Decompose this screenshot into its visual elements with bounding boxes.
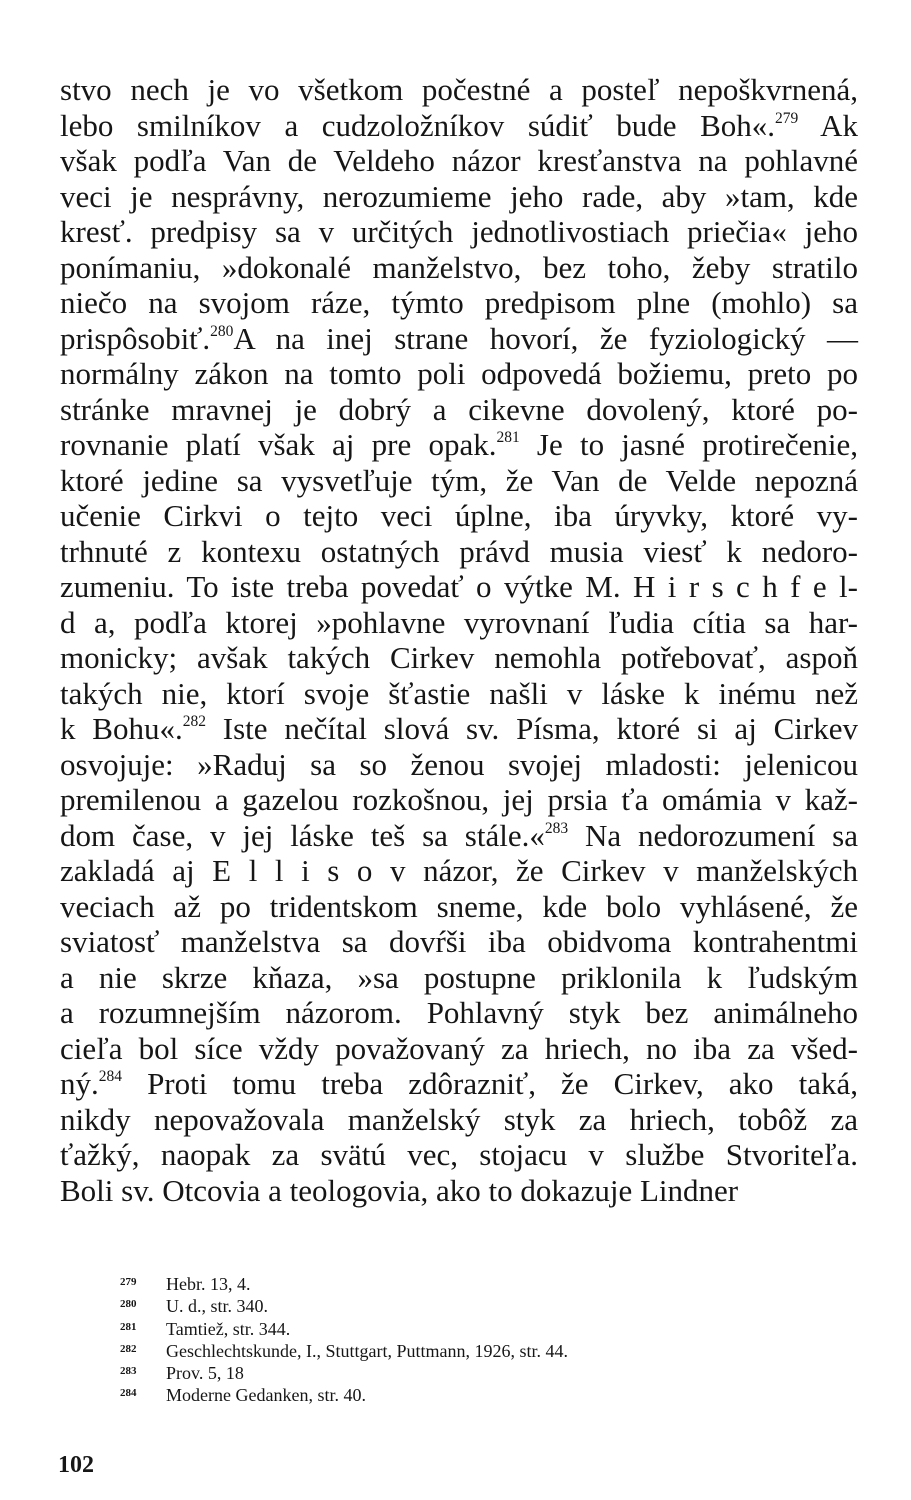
text-run: zakladá aj E l l i s o v názor, že Cirkev v manželských xyxy=(60,853,858,888)
text-line xyxy=(60,1173,858,1209)
text-line xyxy=(60,676,858,712)
text-line xyxy=(60,1102,858,1138)
text-run: sviatosť manželstva sa dovŕši iba obidvoma kontrahentmi xyxy=(60,924,858,959)
text-line xyxy=(60,889,858,925)
text-run: osvojuje: »Raduj sa so ženou svojej mladosti: jelenicou xyxy=(60,746,858,782)
text-run: zumeniu. To iste treba povedať o výtke M. H i r s c h f e l- xyxy=(60,569,858,604)
text-run: ponímaniu, »dokonalé manželstvo, bez toho, žeby stratilo xyxy=(60,249,858,285)
text-line xyxy=(60,818,858,854)
footnote-number: 282 xyxy=(120,1342,137,1355)
text-run: veci je nesprávny, nerozumieme jeho rade, aby »tam, kde xyxy=(60,178,858,214)
footnote-text: Geschlechtskunde, I., Stuttgart, Puttmann, 1926, str. 44. xyxy=(166,1340,568,1361)
page-number: 102 xyxy=(58,1452,94,1478)
footnote xyxy=(120,1316,880,1338)
text-line xyxy=(60,392,858,428)
text-line xyxy=(60,1137,858,1173)
text-run: kresť. predpisy sa v určitých jednotlivostiach priečia« jeho xyxy=(60,214,858,249)
footnote-text: Tamtiež, str. 344. xyxy=(166,1318,291,1339)
text-run: stránke mravnej je dobrý a cikevne dovolený, ktoré po- xyxy=(60,391,858,427)
text-run: ťažký, naopak za svätú vec, stojacu v službe Stvoriteľa. xyxy=(60,1137,858,1172)
footnote-text: Prov. 5, 18 xyxy=(166,1363,244,1384)
text-line xyxy=(60,250,858,286)
text-run: a rozumnejším názorom. Pohlavný styk bez animálneho xyxy=(60,995,858,1030)
text-line xyxy=(60,498,858,534)
text-run: prispôsobiť. xyxy=(60,320,211,356)
footnote-reference: 279 xyxy=(775,109,799,127)
footnote xyxy=(120,1360,880,1382)
text-run: dom čase, v jej láske teš sa stále.« xyxy=(60,817,545,853)
text-line xyxy=(60,711,858,747)
text-run: veciach až po tridentskom sneme, kde bolo vyhlásené, že xyxy=(60,888,858,924)
text-run: rovnanie platí však aj pre opak. xyxy=(60,427,497,462)
text-line xyxy=(60,960,858,996)
text-run: ný. xyxy=(60,1066,99,1101)
text-run: Je to jasné protirečenie, xyxy=(519,427,858,462)
text-run: Iste nečítal slová sv. Písma, ktoré si aj Cirkev xyxy=(205,711,858,746)
footnote-number: 284 xyxy=(120,1387,137,1400)
text-line xyxy=(60,605,858,641)
text-line xyxy=(60,108,858,144)
footnote-reference: 284 xyxy=(98,1067,122,1085)
text-run: ktoré jedine sa vysvetľuje tým, že Van de Velde nepozná xyxy=(60,462,858,498)
footnote-text: Hebr. 13, 4. xyxy=(166,1273,251,1294)
text-line xyxy=(60,285,858,321)
text-run: Na nedorozumení sa xyxy=(568,817,858,853)
footnote-reference: 280 xyxy=(210,322,234,340)
text-line xyxy=(60,179,858,215)
text-run: trhnuté z kontexu ostatných právd musia viesť k nedoro- xyxy=(60,533,858,569)
text-line xyxy=(60,853,858,889)
text-run: Boli sv. Otcovia a teologovia, ako to dokazuje Lindner xyxy=(60,1172,739,1208)
text-run: Ak xyxy=(798,107,858,143)
text-run: však podľa Van de Veldeho názor kresťanstva na pohlavné xyxy=(60,143,858,178)
text-line xyxy=(60,356,858,392)
text-line xyxy=(60,72,858,108)
footnote-number: 280 xyxy=(120,1298,137,1311)
text-line xyxy=(60,924,858,960)
text-run: učenie Cirkvi o tejto veci úplne, iba úryvky, ktoré vy- xyxy=(60,498,858,533)
text-line xyxy=(60,214,858,250)
footnote xyxy=(120,1382,880,1404)
text-run: k Bohu«. xyxy=(60,711,183,746)
text-run: nikdy nepovažovala manželský styk za hriech, tobôž za xyxy=(60,1101,858,1137)
text-run: premilenou a gazelou rozkošnou, jej prsia ťa omámia v kaž- xyxy=(60,782,858,817)
footnote-number: 283 xyxy=(120,1365,137,1378)
text-run: cieľa bol síce vždy považovaný za hriech, no iba za všed- xyxy=(60,1030,858,1066)
text-run: Proti tomu treba zdôrazniť, že Cirkev, ako taká, xyxy=(122,1066,858,1101)
text-line xyxy=(60,1031,858,1067)
footnote xyxy=(120,1293,880,1315)
text-run: takých nie, ktorí svoje šťastie našli v láske k inému než xyxy=(60,675,858,711)
footnotes xyxy=(120,1271,880,1405)
footnote-reference: 283 xyxy=(544,819,569,837)
text-run: A na inej strane hovorí, že fyziologický — xyxy=(233,320,858,356)
footnote-text: U. d., str. 340. xyxy=(166,1296,269,1317)
text-line xyxy=(60,782,858,818)
text-line xyxy=(60,463,858,499)
text-run: monicky; avšak takých Cirkev nemohla potřebovať, aspoň xyxy=(60,640,858,675)
text-run: stvo nech je vo všetkom počestné a posteľ nepoškvrnená, xyxy=(60,72,858,107)
text-run: a nie skrze kňaza, »sa postupne priklonila k ľudským xyxy=(60,959,858,995)
text-line xyxy=(60,995,858,1031)
text-line xyxy=(60,534,858,570)
text-line xyxy=(60,569,858,605)
text-run: niečo na svojom ráze, týmto predpisom plne (mohlo) sa xyxy=(60,285,858,320)
text-line xyxy=(60,747,858,783)
footnote-number: 281 xyxy=(120,1320,137,1333)
footnote-reference: 281 xyxy=(496,428,520,446)
footnote-number: 279 xyxy=(120,1276,137,1288)
footnote-reference: 282 xyxy=(182,712,206,730)
text-run: normálny zákon na tomto poli odpovedá božiemu, preto po xyxy=(60,356,858,391)
body-text xyxy=(60,72,858,1208)
footnote xyxy=(120,1271,880,1293)
text-line xyxy=(60,640,858,676)
text-line xyxy=(60,321,858,357)
text-line xyxy=(60,427,858,463)
text-line xyxy=(60,1066,858,1102)
footnote-text: Moderne Gedanken, str. 40. xyxy=(166,1385,366,1406)
text-run: d a, podľa ktorej »pohlavne vyrovnaní ľudia cítia sa har- xyxy=(60,604,858,640)
text-run: lebo smilníkov a cudzoložníkov súdiť bude Boh«. xyxy=(60,107,776,143)
text-line xyxy=(60,143,858,179)
footnote xyxy=(120,1338,880,1360)
